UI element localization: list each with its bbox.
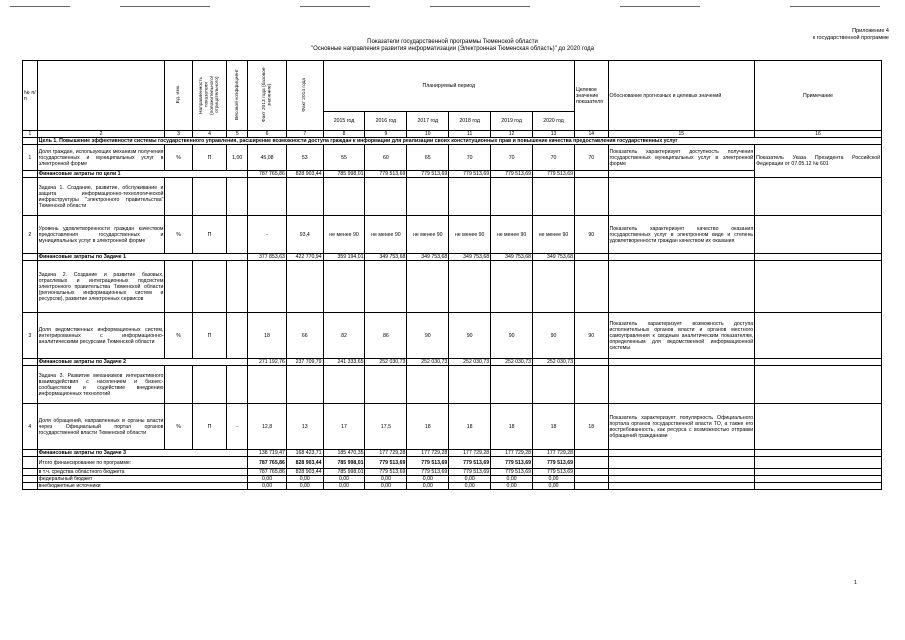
funding-value: 828 903,44 — [286, 469, 323, 476]
finance-row — [23, 450, 882, 457]
indicator-row — [23, 145, 882, 171]
column-number: 13 — [533, 131, 575, 138]
finance-value: 828 903,44 — [286, 171, 323, 178]
indicator-num: 1 — [23, 145, 38, 171]
funding-value: 0,00 — [365, 483, 407, 490]
indicator-plan-value: 18 — [491, 404, 533, 450]
goal-row — [23, 138, 882, 145]
indicator-fact-2013: 45,08 — [248, 145, 287, 171]
header-year: 2017 год — [407, 112, 449, 131]
total-value: 779 513,69 — [407, 457, 449, 469]
column-number: 1 — [23, 131, 38, 138]
header-year: 2019 год — [491, 112, 533, 131]
column-number: 7 — [286, 131, 323, 138]
indicator-plan-value: 17,5 — [365, 404, 407, 450]
total-value: 785 998,01 — [323, 457, 365, 469]
funding-value: 779 513,69 — [491, 469, 533, 476]
indicator-plan-value: 70 — [449, 145, 491, 171]
total-value: 779 513,69 — [533, 457, 575, 469]
header-direction: Направленность показателя (положительного/отрицательного) — [192, 61, 227, 131]
finance-value: 252 030,73 — [533, 359, 575, 366]
indicator-plan-value: 90 — [407, 313, 449, 359]
funding-value: 779 513,69 — [449, 469, 491, 476]
finance-value: 779 513,69 — [491, 171, 533, 178]
header-name — [37, 61, 165, 131]
indicator-plan-value: не менее 90 — [491, 216, 533, 254]
column-number: 2 — [37, 131, 165, 138]
indicator-plan-value: 90 — [449, 313, 491, 359]
scan-line — [300, 6, 370, 8]
indicator-row — [23, 313, 882, 359]
funding-value: 0,00 — [286, 483, 323, 490]
column-number: 10 — [407, 131, 449, 138]
funding-source-label: федеральный бюджет — [37, 476, 248, 483]
indicator-weight: - — [227, 404, 248, 450]
indicator-plan-value: 17 — [323, 404, 365, 450]
finance-value: 785 998,01 — [323, 171, 365, 178]
total-label: Итого финансирование по программе: — [37, 457, 248, 469]
indicator-weight: 1,00 — [227, 145, 248, 171]
indicator-name: Доля ведомственных информационных систем, интегрированных с информационно-аналитическими ресурсами Тюменской области — [37, 313, 165, 359]
indicator-name: Уровень удовлетворенности граждан качеством предоставления государственных и муниципальных услуг в электронной форме — [37, 216, 165, 254]
column-number: 11 — [449, 131, 491, 138]
page-number: 1 — [853, 580, 857, 586]
scan-line — [620, 6, 700, 8]
column-number: 12 — [491, 131, 533, 138]
finance-value: 779 513,69 — [407, 171, 449, 178]
indicator-fact-2014: 66 — [286, 313, 323, 359]
funding-value: 0,00 — [491, 476, 533, 483]
indicator-plan-value: 55 — [323, 145, 365, 171]
total-row — [23, 457, 882, 469]
header-fact-2013: Факт 2013 года (базовое значение) — [248, 61, 287, 131]
indicator-fact-2014: 53 — [286, 145, 323, 171]
indicator-fact-2013: 18 — [248, 313, 287, 359]
column-number: 4 — [192, 131, 227, 138]
indicator-plan-value: 82 — [323, 313, 365, 359]
document-title: Показатели государственной программы Тюменской области — [367, 39, 538, 45]
funding-value: 779 513,69 — [533, 469, 575, 476]
total-value: 787 765,86 — [248, 457, 287, 469]
column-number: 6 — [248, 131, 287, 138]
column-numbers-row — [23, 131, 882, 138]
task-text: Задача 2. Создание и развитие базовых, отраслевых и интеграционных подсистем электронного правительства Тюменской области (региональных информационных систем и ресурсов), развитие электронных сервисов — [37, 261, 165, 313]
indicator-fact-2014: 93,4 — [286, 216, 323, 254]
funding-value: 779 513,69 — [407, 469, 449, 476]
column-number: 16 — [755, 131, 882, 138]
finance-value: 349 753,68 — [407, 254, 449, 261]
funding-value: 0,00 — [323, 483, 365, 490]
appendix-line: Приложение 4 — [852, 28, 889, 34]
header-unit: Ед. изм. — [165, 61, 192, 131]
indicator-plan-value: 86 — [365, 313, 407, 359]
total-value: 779 513,69 — [491, 457, 533, 469]
indicator-weight — [227, 216, 248, 254]
indicator-fact-2013: - — [248, 216, 287, 254]
indicator-plan-value: 90 — [491, 313, 533, 359]
finance-value: 177 729,28 — [449, 450, 491, 457]
finance-value: 177 729,28 — [533, 450, 575, 457]
funding-value: 0,00 — [248, 483, 287, 490]
finance-value: 349 753,68 — [449, 254, 491, 261]
indicator-plan-value: 18 — [533, 404, 575, 450]
task-text: Задача 3. Развитие механизмов интерактивного взаимодействия с населением и бизнес-сообществом и содействие внедрению информационных технологий — [37, 366, 165, 404]
indicator-name: Доля граждан, использующих механизм получения государственных и муниципальных услуг в электронной форме — [37, 145, 165, 171]
funding-value: 0,00 — [248, 476, 287, 483]
column-number: 8 — [323, 131, 365, 138]
funding-source-row — [23, 469, 882, 476]
header-year: 2020 год — [533, 112, 575, 131]
funding-value: 0,00 — [491, 483, 533, 490]
indicator-target: 90 — [574, 216, 608, 254]
funding-value: 0,00 — [449, 483, 491, 490]
funding-value: 0,00 — [533, 476, 575, 483]
indicator-unit: % — [165, 313, 192, 359]
funding-value: 0,00 — [286, 476, 323, 483]
finance-row — [23, 359, 882, 366]
finance-value: 779 513,69 — [365, 171, 407, 178]
document-subtitle: "Основные направления развития информатизации (Электронная Тюменская область)" до 2020 года — [310, 46, 594, 52]
funding-value: 0,00 — [407, 476, 449, 483]
header-fact-2014: Факт 2014 года — [286, 61, 323, 131]
header-target: Целевое значение показателя — [574, 61, 608, 131]
goal-text: Цель 1. Повышение эффективности системы государственного управления, расширение возможности доступа граждан к информации для реализации своих конституционных прав и повышение качества предоставления государственных услуг — [37, 138, 881, 145]
indicator-plan-value: 18 — [407, 404, 449, 450]
indicator-name: Доля обращений, направленных в органы власти через Официальный портал органов государственной власти Тюменской области — [37, 404, 165, 450]
column-number: 5 — [227, 131, 248, 138]
indicator-target: 18 — [574, 404, 608, 450]
indicator-plan-value: не менее 90 — [365, 216, 407, 254]
header-notes: Примечание — [755, 61, 882, 131]
column-number: 14 — [574, 131, 608, 138]
finance-value: 422 770,94 — [286, 254, 323, 261]
finance-value: 359 194,01 — [323, 254, 365, 261]
indicator-justification: Показатель характеризует качество оказания государственных услуг в электронном виде и степень удовлетворенности граждан качеством их оказания — [608, 216, 755, 254]
total-value: 779 513,69 — [449, 457, 491, 469]
finance-label: Финансовые затраты по Задаче 2 — [37, 359, 248, 366]
finance-value: 252 030,73 — [491, 359, 533, 366]
header-year: 2015 год — [323, 112, 365, 131]
indicator-row — [23, 404, 882, 450]
funding-source-label: внебюджетные источники — [37, 483, 248, 490]
indicator-justification: Показатель характеризует доступность получения государственных муниципальных услуг в электронной форме — [608, 145, 755, 171]
task-text: Задача 1. Создание, развитие, обслуживание и защита информационно-технологической инфраструктуры "электронного правительства" Тюменской области — [37, 178, 165, 216]
column-number: 15 — [608, 131, 755, 138]
header-year: 2018 год — [449, 112, 491, 131]
scan-line — [790, 6, 880, 8]
task-row — [23, 178, 882, 216]
indicator-direction: П — [192, 145, 227, 171]
finance-row — [23, 171, 882, 178]
indicator-plan-value: 90 — [533, 313, 575, 359]
funding-value: 0,00 — [365, 476, 407, 483]
funding-value: 0,00 — [533, 483, 575, 490]
finance-label: Финансовые затраты по Задаче 1 — [37, 254, 248, 261]
indicator-plan-value: не менее 90 — [323, 216, 365, 254]
indicator-unit: % — [165, 145, 192, 171]
header-planned-period: Планируемый период — [323, 61, 574, 112]
indicator-plan-value: 70 — [491, 145, 533, 171]
indicators-table — [22, 60, 882, 490]
header-justification: Обоснование прогнозных и целевых значений — [608, 61, 755, 131]
indicator-num: 2 — [23, 216, 38, 254]
finance-value: 787 765,86 — [248, 171, 287, 178]
finance-value: 252 030,73 — [449, 359, 491, 366]
finance-value: 138 719,47 — [248, 450, 287, 457]
total-value: 828 903,44 — [286, 457, 323, 469]
funding-value: 0,00 — [449, 476, 491, 483]
indicator-num: 4 — [23, 404, 38, 450]
funding-source-row — [23, 483, 882, 490]
finance-value: 177 729,28 — [365, 450, 407, 457]
header-year: 2016 год — [365, 112, 407, 131]
indicator-plan-value: не менее 90 — [407, 216, 449, 254]
indicator-justification: Показатель характеризует возможность доступа исполнительных органов власти и органов местного самоуправления к сводным аналитическим показателям, определенным для ведомственной информационной системы — [608, 313, 755, 359]
finance-value: 168 423,71 — [286, 450, 323, 457]
scan-line — [10, 6, 70, 8]
indicator-fact-2013: 12,8 — [248, 404, 287, 450]
indicator-plan-value: не менее 90 — [449, 216, 491, 254]
funding-value: 779 513,69 — [365, 469, 407, 476]
finance-value: 779 513,69 — [533, 171, 575, 178]
finance-value: 271 192,76 — [248, 359, 287, 366]
indicator-unit: % — [165, 216, 192, 254]
indicator-direction: П — [192, 404, 227, 450]
appendix-line: к государственной программе — [812, 35, 889, 41]
header-num: № п/п — [23, 61, 38, 131]
funding-value: 787 765,86 — [248, 469, 287, 476]
finance-value: 252 030,73 — [365, 359, 407, 366]
finance-label: Финансовые затраты по цели 1 — [37, 171, 248, 178]
indicator-fact-2014: 13 — [286, 404, 323, 450]
finance-value: 177 729,28 — [491, 450, 533, 457]
indicator-target: 70 — [574, 145, 608, 171]
indicator-direction: П — [192, 313, 227, 359]
finance-value: 185 470,35 — [323, 450, 365, 457]
task-row — [23, 366, 882, 404]
finance-value: 349 753,68 — [365, 254, 407, 261]
funding-source-label: в т.ч. средства областного бюджета — [37, 469, 248, 476]
indicator-justification: Показатель характеризует популярность Официального портала органов государственной власти ТО, а также его востребованность, как ресурса с возможностью отправки обращений гражданами — [608, 404, 755, 450]
column-number: 3 — [165, 131, 192, 138]
finance-row — [23, 254, 882, 261]
indicator-note: Показатель Указа Президента Российской Федерации от 07.05.12 № 601 — [755, 145, 882, 178]
indicator-num: 3 — [23, 313, 38, 359]
indicator-direction: П — [192, 216, 227, 254]
finance-value: 349 753,68 — [533, 254, 575, 261]
indicator-row — [23, 216, 882, 254]
header-weight: Весовой коэффициент — [227, 61, 248, 131]
funding-value: 0,00 — [407, 483, 449, 490]
total-value: 779 513,69 — [365, 457, 407, 469]
indicator-plan-value: не менее 90 — [533, 216, 575, 254]
column-number: 9 — [365, 131, 407, 138]
indicator-plan-value: 65 — [407, 145, 449, 171]
finance-value: 377 853,63 — [248, 254, 287, 261]
indicator-plan-value: 60 — [365, 145, 407, 171]
funding-source-row — [23, 476, 882, 483]
indicator-target: 90 — [574, 313, 608, 359]
finance-value: 779 513,69 — [449, 171, 491, 178]
indicator-plan-value: 18 — [449, 404, 491, 450]
scan-line — [430, 6, 530, 8]
indicator-weight — [227, 313, 248, 359]
finance-value: 241 333,65 — [323, 359, 365, 366]
scan-line — [120, 6, 210, 8]
funding-value: 785 998,01 — [323, 469, 365, 476]
indicator-unit: % — [165, 404, 192, 450]
finance-value: 177 729,28 — [407, 450, 449, 457]
funding-value: 0,00 — [323, 476, 365, 483]
finance-value: 237 709,79 — [286, 359, 323, 366]
finance-value: 349 753,68 — [491, 254, 533, 261]
finance-label: Финансовые затраты по Задаче 3 — [37, 450, 248, 457]
finance-value: 252 030,73 — [407, 359, 449, 366]
task-row — [23, 261, 882, 313]
header-row — [23, 61, 882, 112]
indicator-plan-value: 70 — [533, 145, 575, 171]
